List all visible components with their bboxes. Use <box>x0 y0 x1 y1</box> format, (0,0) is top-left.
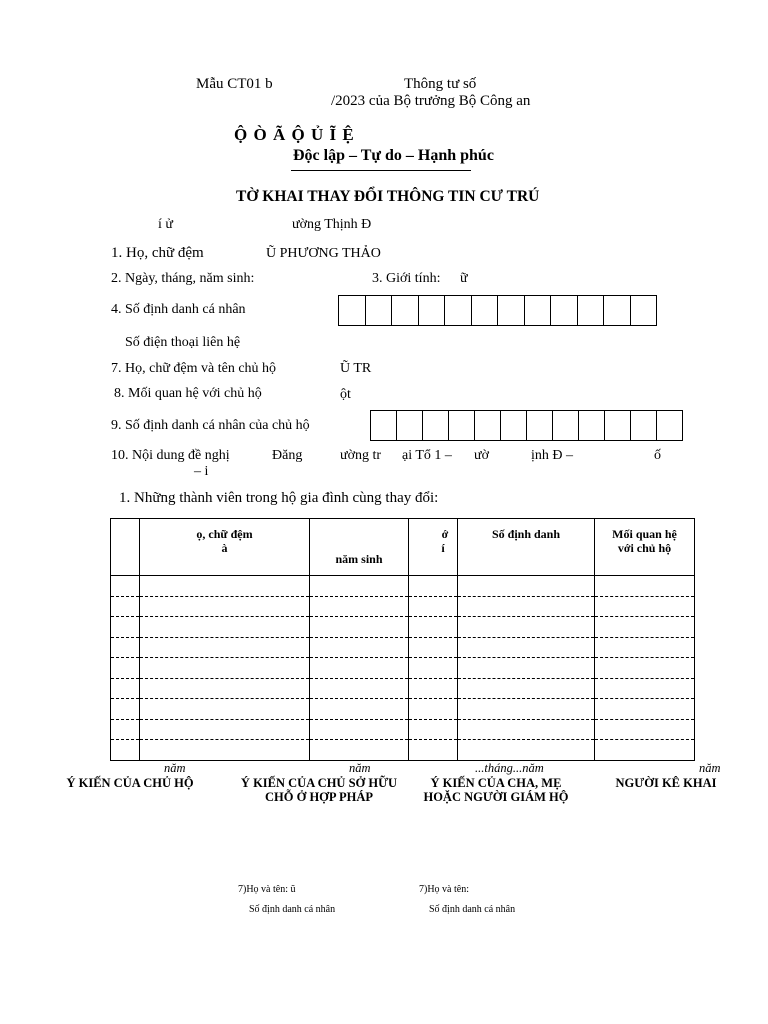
personal-id-boxes[interactable] <box>339 295 657 326</box>
header-dob: năm sinh <box>310 519 409 576</box>
date-1: năm <box>164 761 186 775</box>
table-row[interactable] <box>111 719 695 740</box>
footnote-1-name: 7)Họ và tên: ũ <box>238 884 296 895</box>
members-table-header <box>111 519 695 576</box>
date-3: ...tháng...năm <box>475 761 544 775</box>
gender-label: 3. Giới tính: <box>372 271 441 286</box>
relation-label: 8. Mối quan hệ với chủ hộ <box>114 386 262 401</box>
header-name-bottom: à <box>221 541 228 555</box>
signature-owner <box>228 776 410 804</box>
motto-underline <box>291 170 471 171</box>
gender-value: ữ <box>460 271 468 286</box>
table-row[interactable] <box>111 740 695 761</box>
date-2: năm <box>349 761 371 775</box>
footnote-2-name: 7)Họ và tên: <box>419 884 469 895</box>
header-gender-bottom: í <box>441 541 445 555</box>
request-value-4: ườ <box>474 448 489 463</box>
table-row[interactable] <box>111 658 695 679</box>
motto: Độc lập – Tự do – Hạnh phúc <box>293 147 494 164</box>
table-row[interactable] <box>111 678 695 699</box>
form-title: TỜ KHAI THAY ĐỔI THÔNG TIN CƯ TRÚ <box>236 188 540 205</box>
request-value-3: ại Tổ 1 – <box>402 448 452 463</box>
signature-owner-line-2: CHỖ Ở HỢP PHÁP <box>265 790 373 804</box>
signature-owner-line-1: Ý KIẾN CỦA CHỦ SỞ HỮU <box>240 776 398 790</box>
signature-guardian-line-1: Ý KIẾN CỦA CHA, MẸ <box>430 776 562 790</box>
phone-label: Số điện thoại liên hệ <box>125 335 241 350</box>
footnote-1-id: Số định danh cá nhân <box>249 904 336 915</box>
header-relation <box>595 519 695 576</box>
members-intro: 1. Những thành viên trong hộ gia đình cùng thay đổi: <box>119 490 439 506</box>
circular-line-2: /2023 của Bộ trưởng Bộ Công an <box>331 93 531 109</box>
signature-guardian-line-2: HOẶC NGƯỜI GIÁM HỘ <box>423 790 569 804</box>
header-id-text: Số định danh <box>491 527 561 541</box>
table-row[interactable] <box>111 596 695 617</box>
date-4: năm <box>699 761 721 775</box>
members-table <box>110 518 695 761</box>
request-value-2: ường tr <box>340 448 382 463</box>
header-name <box>140 519 310 576</box>
full-name-value: Ũ PHƯƠNG THẢO <box>266 246 381 261</box>
personal-id-label: 4. Số định danh cá nhân <box>111 302 246 317</box>
signature-declarant: NGƯỜI KÊ KHAI <box>615 776 717 790</box>
table-row[interactable] <box>111 617 695 638</box>
full-name-label: 1. Họ, chữ đệm <box>111 245 204 261</box>
household-head-id-label: 9. Số định danh cá nhân của chủ hộ <box>111 418 310 433</box>
dob-label: 2. Ngày, tháng, năm sinh: <box>111 271 255 286</box>
household-head-id-boxes[interactable] <box>371 410 683 441</box>
national-title: Ộ Ò Ã Ộ Ủ Ĩ Ệ <box>234 125 355 144</box>
signature-guardian <box>412 776 580 804</box>
signature-household-head: Ý KIẾN CỦA CHỦ HỘ <box>66 776 194 790</box>
circular-line-1: Thông tư số <box>404 76 477 92</box>
header-relation-top: Mối quan hệ <box>612 527 677 541</box>
household-head-name-label: 7. Họ, chữ đệm và tên chủ hộ <box>111 361 277 376</box>
table-row[interactable] <box>111 637 695 658</box>
request-value-1: Đăng <box>272 448 303 463</box>
request-value-5: ịnh Đ – <box>531 448 573 463</box>
form-code: Mẫu CT01 b <box>196 76 273 92</box>
header-name-top: ọ, chữ đệm <box>196 527 253 541</box>
request-label: 10. Nội dung đề nghị <box>111 448 230 463</box>
household-head-name-value: Ũ TR <box>340 361 372 376</box>
recipient-label: í ử <box>158 217 173 232</box>
table-row[interactable] <box>111 699 695 720</box>
table-row[interactable] <box>111 576 695 597</box>
request-line-2: – i <box>194 464 209 479</box>
relation-value: ột <box>340 387 351 402</box>
header-id <box>458 519 595 576</box>
header-no <box>111 519 140 576</box>
footnote-2-id: Số định danh cá nhân <box>429 904 516 915</box>
header-gender-top: ớ <box>441 527 449 541</box>
header-relation-bottom: với chủ hộ <box>617 541 672 555</box>
header-gender <box>409 519 458 576</box>
recipient-value: ường Thịnh Đ <box>292 217 372 232</box>
request-value-6: ố <box>654 448 661 463</box>
